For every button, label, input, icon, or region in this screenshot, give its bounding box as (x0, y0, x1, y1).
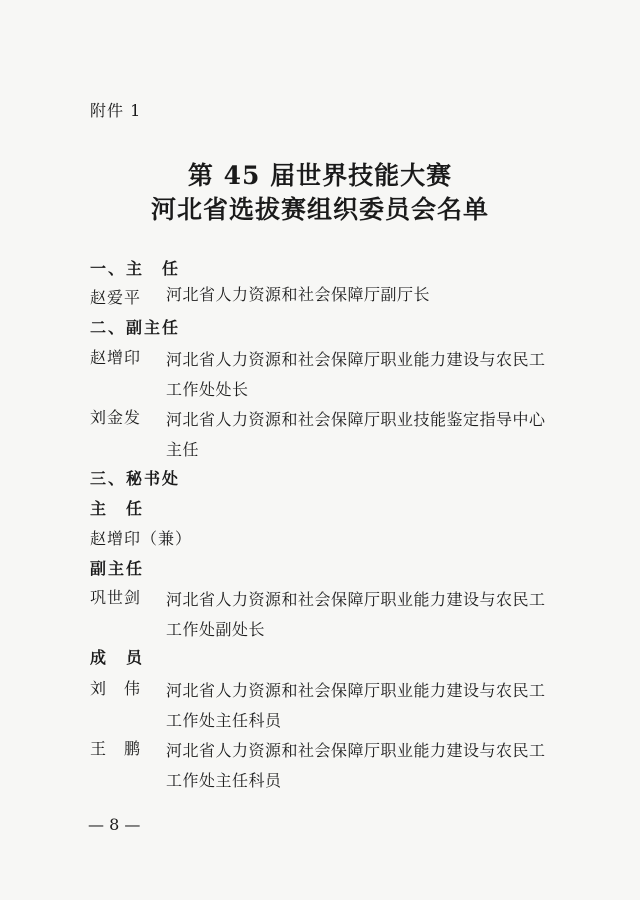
member-title-line: 河北省人力资源和社会保障厅职业能力建设与农民工 (166, 590, 546, 609)
section-heading-director: 一、主 任 (90, 259, 181, 278)
member-title-line: 工作处主任科员 (166, 771, 282, 790)
member-title (166, 676, 566, 736)
document-title-line-1: 第 45 届世界技能大赛 (187, 161, 453, 190)
member-title (166, 585, 566, 645)
member-title-line: 河北省人力资源和社会保障厅职业能力建设与农民工 (166, 741, 546, 760)
member-title (166, 405, 566, 465)
member-title-line: 工作处处长 (166, 380, 249, 399)
member-title-line: 工作处主任科员 (166, 711, 282, 730)
member-title-line: 工作处副处长 (166, 620, 266, 639)
member-title (166, 345, 566, 405)
page-number: — 8 — (88, 815, 141, 834)
member-name: 赵爱平 (90, 288, 142, 307)
attachment-label: 附件 1 (90, 101, 142, 120)
member-name: 王 鹏 (90, 739, 142, 758)
section-heading-deputy: 二、副主任 (90, 318, 181, 337)
member-title (166, 736, 566, 796)
section-heading-secretariat: 三、秘书处 (90, 469, 181, 488)
member-name: 刘 伟 (90, 679, 142, 698)
secretariat-director-label: 主 任 (90, 499, 145, 518)
member-title-line: 主任 (166, 440, 200, 459)
document-title-line-2: 河北省选拔赛组织委员会名单 (150, 195, 489, 224)
member-title-line: 河北省人力资源和社会保障厅职业能力建设与农民工 (166, 350, 546, 369)
member-title: 河北省人力资源和社会保障厅副厅长 (166, 285, 431, 304)
member-title-line: 河北省人力资源和社会保障厅职业能力建设与农民工 (166, 681, 546, 700)
member-name: 刘金发 (90, 408, 142, 427)
secretariat-members-label: 成 员 (90, 648, 145, 667)
member-name: 巩世剑 (90, 588, 142, 607)
secretariat-deputy-label: 副主任 (90, 559, 145, 578)
member-name: 赵增印 (90, 348, 142, 367)
secretariat-director-name: 赵增印（兼） (90, 529, 193, 548)
member-title-line: 河北省人力资源和社会保障厅职业技能鉴定指导中心 (166, 410, 546, 429)
